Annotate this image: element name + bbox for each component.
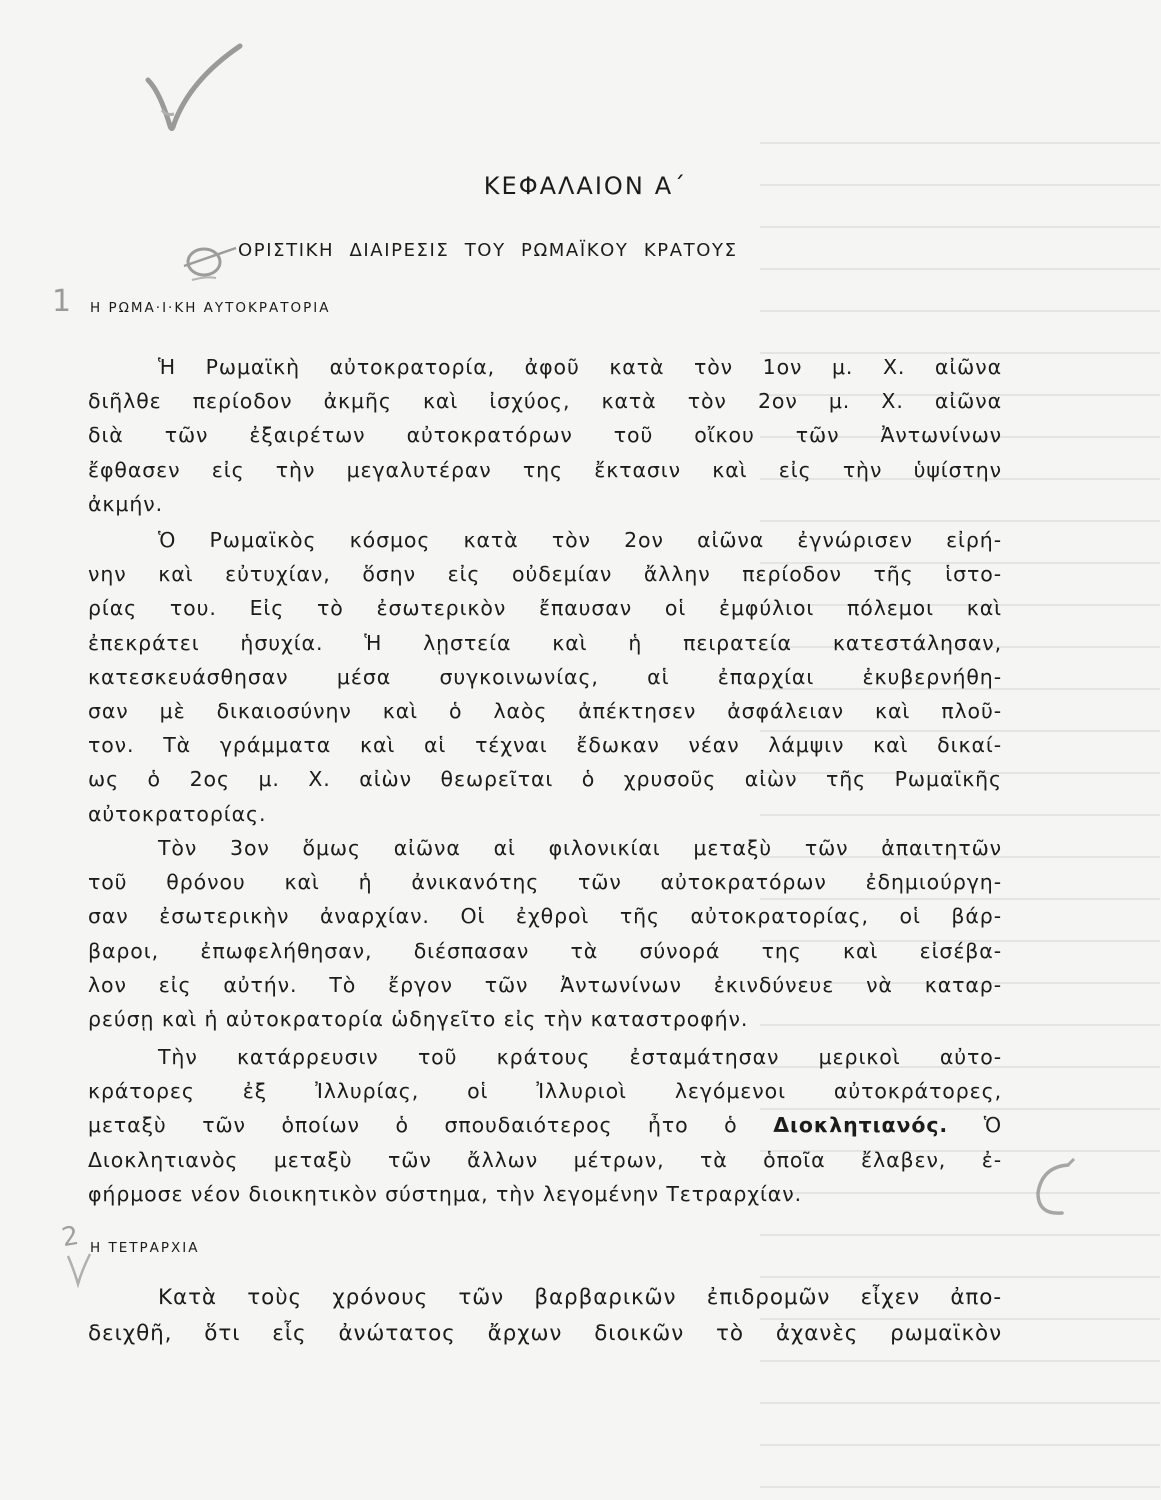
text-line: Τὸν 3ον ὅμως αἰῶνα αἱ φιλονικίαι μεταξὺ τῶν ἀπαιτητῶν [158,836,1002,860]
section-heading-tetrarchy: Η ΤΕΤΡΑΡΧΙΑ [90,1240,200,1256]
text-line: νην καὶ εὐτυχίαν, ὅσην εἰς οὐδεμίαν ἄλλην περίοδον τῆς ἱστο- [88,562,1002,587]
text-run: Ὁ [948,1113,1002,1138]
text-line: φήρμοσε νέον διοικητικὸν σύστημα, τὴν λεγομένην Τετραρχίαν. [88,1181,802,1206]
text-line: δειχθῆ, ὅτι εἷς ἀνώτατος ἄρχων διοικῶν τὸ ἀχανὲς ρωμαϊκὸν [88,1321,1002,1346]
text-line: βαροι, ἐπωφελήθησαν, διέσπασαν τὰ σύνορά της καὶ εἰσέβα- [88,938,1002,963]
text-line: Κατὰ τοὺς χρόνους τῶν βαρβαρικῶν ἐπιδρομῶν εἶχεν ἀπο- [158,1285,1002,1310]
paragraph-3 [88,831,1002,1036]
text-line: διῆλθε περίοδον ἀκμῆς καὶ ἰσχύος, κατὰ τὸν 2ον μ. Χ. αἰῶνα [88,389,1002,414]
handwritten-circle-scribble-icon [172,236,242,286]
text-line: κατεσκευάσθησαν μέσα συγκοινωνίας, αἱ ἐπαρχίαι ἐκυβερνήθη- [88,664,1002,689]
chapter-numeral: Α΄ [654,172,688,200]
text-line: λον εἰς αὐτήν. Τὸ ἔργον τῶν Ἀντωνίνων ἐκινδύνευε νὰ καταρ- [88,972,1002,997]
text-line: Διοκλητιανὸς μεταξὺ τῶν ἄλλων μέτρων, τὰ ὁποῖα ἔλαβεν, ἐ- [88,1147,1002,1172]
text-line: τον. Τὰ γράμματα καὶ αἱ τέχναι ἔδωκαν νέαν λάμψιν καὶ δικαί- [88,733,1002,758]
text-line: ἀκμήν. [88,491,163,516]
text-line: ρεύσῃ καὶ ἡ αὐτοκρατορία ὡδηγεῖτο εἰς τὴν καταστροφήν. [88,1007,749,1032]
text-line-with-bold [88,1108,1002,1142]
text-line: διὰ τῶν ἐξαιρέτων αὐτοκρατόρων τοῦ οἴκου τῶν Ἀντωνίνων [88,423,1002,448]
text-line: τοῦ θρόνου καὶ ἡ ἀνικανότης τῶν αὐτοκρατόρων ἐδημιούργη- [88,870,1002,895]
text-line: ρίας του. Εἰς τὸ ἐσωτερικὸν ἔπαυσαν οἱ ἐμφύλιοι πόλεμοι καὶ [88,596,1002,621]
paragraph-2 [88,523,1002,831]
handwritten-section-number-2: 2 [59,1220,82,1254]
text-line: Τὴν κατάρρευσιν τοῦ κράτους ἐσταμάτησαν μερικοὶ αὐτο- [158,1045,1002,1069]
section-heading-roman-empire: Η ΡΩΜΑ·Ι·ΚΗ ΑΥΤΟΚΡΑΤΟΡΙΑ [90,300,331,316]
paragraph-4 [88,1040,1002,1211]
text-line: ἔφθασεν εἰς τὴν μεγαλυτέραν της ἔκτασιν καὶ εἰς τὴν ὑψίστην [88,457,1002,482]
text-line: ως ὁ 2ος μ. Χ. αἰὼν θεωρεῖται ὁ χρυσοῦς αἰὼν τῆς Ρωμαϊκῆς [88,767,1002,792]
text-line: κράτορες ἐξ Ἰλλυρίας, οἱ Ἰλλυριοὶ λεγόμενοι αὐτοκράτορες, [88,1079,1002,1104]
text-line: Ἡ Ρωμαϊκὴ αὐτοκρατορία, ἀφοῦ κατὰ τὸν 1ον μ. Χ. αἰῶνα [158,355,1002,379]
text-line: Ὁ Ρωμαϊκὸς κόσμος κατὰ τὸν 2ον αἰῶνα ἐγνώρισεν εἰρή- [158,528,1002,552]
chapter-subtitle: ΟΡΙΣΤΙΚΗ ΔΙΑΙΡΕΣΙΣ ΤΟΥ ΡΩΜΑΪΚΟΥ ΚΡΑΤΟΥΣ [238,240,738,261]
paragraph-5 [88,1280,1002,1352]
text-line: ἐπεκράτει ἡσυχία. Ἡ λῃστεία καὶ ἡ πειρατεία κατεστάλησαν, [88,630,1002,655]
chapter-title [0,172,1161,200]
text-line: αὐτοκρατορίας. [88,801,267,826]
chapter-title-word: ΚΕΦΑΛΑΙΟΝ [483,172,645,200]
text-run: μεταξὺ τῶν ὁποίων ὁ σπουδαιότερος ἦτο ὁ [88,1113,774,1138]
paragraph-1 [88,350,1002,521]
handwritten-check-mark-icon [140,40,250,140]
text-line: σαν μὲ δικαιοσύνην καὶ ὁ λαὸς ἀπέκτησεν ἀσφάλειαν καὶ πλοῦ- [88,699,1002,724]
handwritten-section-number-1: 1 [52,284,72,319]
text-line: σαν ἐσωτερικὴν ἀναρχίαν. Οἱ ἐχθροὶ τῆς αὐτοκρατορίας, οἱ βάρ- [88,904,1002,929]
handwritten-c-mark-icon [1022,1155,1082,1225]
bold-name-diocletian: Διοκλητιανός. [773,1113,949,1138]
